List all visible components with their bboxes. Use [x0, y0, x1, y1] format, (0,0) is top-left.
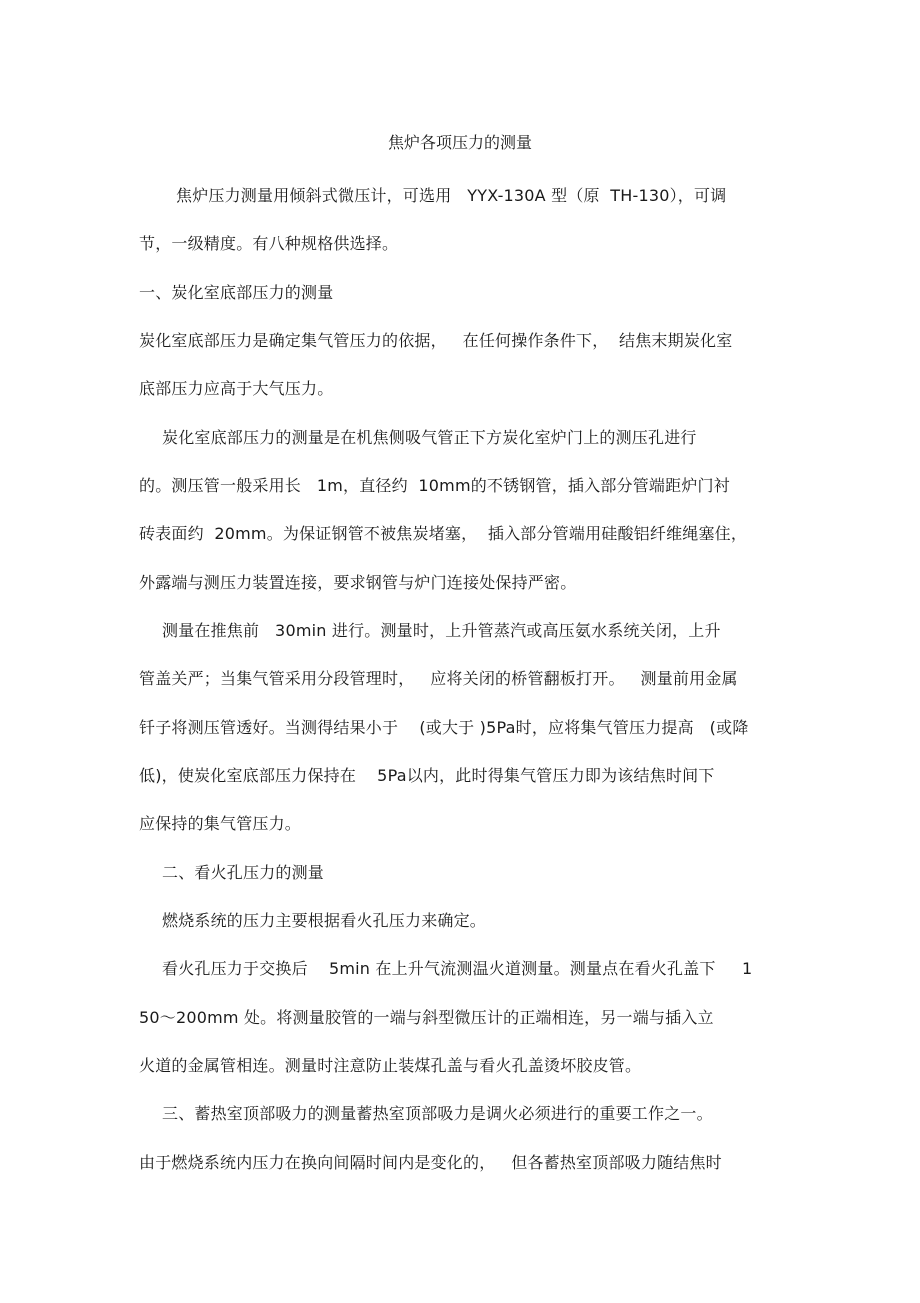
paragraph-line: 由于燃烧系统内压力在换向间隔时间内是变化的， 但各蓄热室顶部吸力随结焦时 — [139, 1153, 722, 1172]
paragraph-line: 钎子将测压管透好。当测得结果小于 (或大于 )5Pa时，应将集气管压力提高 (或降 — [139, 718, 749, 737]
paragraph-line: 外露端与测压力装置连接，要求钢管与炉门连接处保持严密。 — [139, 573, 577, 592]
paragraph-line: 燃烧系统的压力主要根据看火孔压力来确定。 — [162, 911, 487, 930]
document-title: 焦炉各项压力的测量 — [387, 133, 532, 152]
paragraph-line: 砖表面约 20mm。为保证钢管不被焦炭堵塞， 插入部分管端用硅酸铝纤维绳塞住， — [139, 524, 748, 543]
paragraph-line: 看火孔压力于交换后 5min 在上升气流测温火道测量。测量点在看火孔盖下 1 — [162, 959, 753, 978]
paragraph-line: 的。测压管一般采用长 1m，直径约 10mm的不锈钢管，插入部分管端距炉门衬 — [139, 476, 730, 495]
paragraph-line: 火道的金属管相连。测量时注意防止装煤孔盖与看火孔盖烫坏胶皮管。 — [139, 1056, 642, 1075]
paragraph-line: 低)，使炭化室底部压力保持在 5Pa以内，此时得集气管压力即为该结焦时间下 — [139, 766, 715, 785]
paragraph-line: 管盖关严；当集气管采用分段管理时， 应将关闭的桥管翻板打开。 测量前用金属 — [139, 669, 738, 688]
paragraph-line: 炭化室底部压力是确定集气管压力的依据， 在任何操作条件下， 结焦末期炭化室 — [139, 331, 733, 350]
paragraph-line: 炭化室底部压力的测量是在机焦侧吸气管正下方炭化室炉门上的测压孔进行 — [162, 428, 697, 447]
paragraph-line: 应保持的集气管压力。 — [139, 814, 302, 833]
paragraph-line: 节，一级精度。有八种规格供选择。 — [139, 234, 399, 253]
paragraph-line: 50～200mm 处。将测量胶管的一端与斜型微压计的正端相连，另一端与插入立 — [139, 1008, 714, 1027]
section-heading: 三、蓄热室顶部吸力的测量蓄热室顶部吸力是调火必须进行的重要工作之一。 — [162, 1104, 713, 1123]
paragraph-line: 测量在推焦前 30min 进行。测量时，上升管蒸汽或高压氨水系统关闭，上升 — [162, 621, 721, 640]
paragraph-line: 焦炉压力测量用倾斜式微压计，可选用 YYX-130A 型（原 TH-130），可调 — [176, 186, 727, 205]
section-heading: 二、看火孔压力的测量 — [162, 863, 325, 882]
section-heading: 一、炭化室底部压力的测量 — [139, 283, 334, 302]
paragraph-line: 底部压力应高于大气压力。 — [139, 379, 334, 398]
